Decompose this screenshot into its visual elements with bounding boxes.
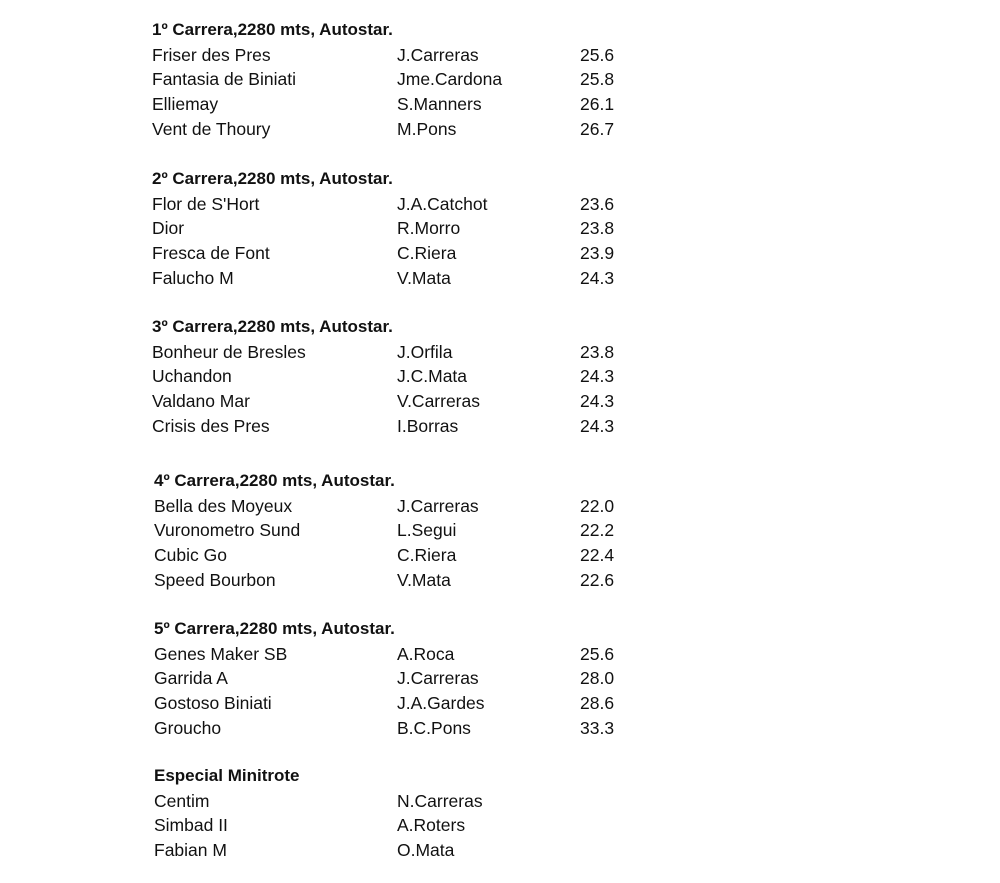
race-title: 3º Carrera,2280 mts, Autostar. bbox=[152, 317, 393, 336]
race-time: 26.1 bbox=[580, 94, 615, 115]
race-time: 22.4 bbox=[580, 545, 615, 566]
race-time: 23.9 bbox=[580, 243, 615, 264]
race-time: 24.3 bbox=[580, 366, 615, 387]
horse-name: Bella des Moyeux bbox=[154, 495, 293, 516]
race-title: 5º Carrera,2280 mts, Autostar. bbox=[154, 619, 395, 638]
horse-name: Vent de Thoury bbox=[152, 118, 271, 139]
race-time: 23.6 bbox=[580, 193, 615, 214]
race-entry-row bbox=[152, 266, 712, 291]
driver-name: V.Mata bbox=[397, 569, 451, 590]
race-entry-row bbox=[154, 666, 714, 691]
driver-name: J.C.Mata bbox=[397, 366, 468, 387]
horse-name: Friser des Pres bbox=[152, 44, 271, 65]
driver-name: R.Morro bbox=[397, 218, 461, 239]
driver-name: I.Borras bbox=[397, 415, 459, 436]
race-time: 25.6 bbox=[580, 643, 615, 664]
race-entry-row bbox=[152, 117, 712, 142]
horse-name: Fresca de Font bbox=[152, 243, 270, 264]
driver-name: Jme.Cardona bbox=[397, 69, 503, 90]
race-entry-row bbox=[154, 691, 714, 716]
driver-name: J.Orfila bbox=[397, 341, 453, 362]
race-entry-row bbox=[154, 838, 714, 863]
race-section-3 bbox=[152, 315, 712, 438]
race-time: 22.0 bbox=[580, 495, 615, 516]
horse-name: Centim bbox=[154, 790, 210, 811]
race-title: Especial Minitrote bbox=[154, 766, 300, 785]
horse-name: Flor de S'Hort bbox=[152, 193, 260, 214]
race-time: 28.0 bbox=[580, 668, 615, 689]
horse-name: Falucho M bbox=[152, 267, 234, 288]
driver-name: O.Mata bbox=[397, 840, 455, 861]
race-entry-row bbox=[152, 340, 712, 365]
race-entry-row bbox=[152, 389, 712, 414]
horse-name: Crisis des Pres bbox=[152, 415, 270, 436]
race-entry-row bbox=[152, 43, 712, 68]
race-time: 26.7 bbox=[580, 118, 615, 139]
driver-name: C.Riera bbox=[397, 243, 457, 264]
race-time: 25.8 bbox=[580, 69, 615, 90]
race-entry-row bbox=[152, 192, 712, 217]
driver-name: A.Roters bbox=[397, 815, 466, 836]
driver-name: V.Carreras bbox=[397, 391, 480, 412]
race-time: 24.3 bbox=[580, 391, 615, 412]
horse-name: Dior bbox=[152, 218, 185, 239]
driver-name: C.Riera bbox=[397, 545, 457, 566]
race-section-2 bbox=[152, 167, 712, 290]
driver-name: B.C.Pons bbox=[397, 717, 471, 738]
driver-name: S.Manners bbox=[397, 94, 482, 115]
race-time: 22.6 bbox=[580, 569, 615, 590]
horse-name: Elliemay bbox=[152, 94, 219, 115]
race-time: 22.2 bbox=[580, 520, 615, 541]
race-time: 23.8 bbox=[580, 218, 615, 239]
horse-name: Fabian M bbox=[154, 840, 227, 861]
race-section-4 bbox=[154, 469, 714, 592]
driver-name: J.A.Gardes bbox=[397, 693, 485, 714]
race-time: 23.8 bbox=[580, 341, 615, 362]
horse-name: Bonheur de Bresles bbox=[152, 341, 306, 362]
race-entry-row bbox=[154, 813, 714, 838]
race-section-1 bbox=[152, 18, 712, 141]
horse-name: Speed Bourbon bbox=[154, 569, 276, 590]
race-time: 24.3 bbox=[580, 415, 615, 436]
driver-name: J.Carreras bbox=[397, 44, 479, 65]
driver-name: J.Carreras bbox=[397, 495, 479, 516]
race-time: 33.3 bbox=[580, 717, 615, 738]
driver-name: N.Carreras bbox=[397, 790, 483, 811]
race-time: 28.6 bbox=[580, 693, 615, 714]
race-entry-row bbox=[152, 414, 712, 439]
race-entry-row bbox=[154, 568, 714, 593]
race-time: 24.3 bbox=[580, 267, 615, 288]
horse-name: Valdano Mar bbox=[152, 391, 250, 412]
race-entry-row bbox=[152, 92, 712, 117]
race-entry-row bbox=[152, 364, 712, 389]
driver-name: V.Mata bbox=[397, 267, 451, 288]
driver-name: L.Segui bbox=[397, 520, 457, 541]
horse-name: Uchandon bbox=[152, 366, 232, 387]
race-entry-row bbox=[154, 789, 714, 814]
race-title: 1º Carrera,2280 mts, Autostar. bbox=[152, 20, 393, 39]
race-entry-row bbox=[154, 716, 714, 741]
horse-name: Cubic Go bbox=[154, 545, 227, 566]
race-entry-row bbox=[152, 216, 712, 241]
race-entry-row bbox=[154, 543, 714, 568]
horse-name: Simbad II bbox=[154, 815, 228, 836]
driver-name: M.Pons bbox=[397, 118, 457, 139]
race-entry-row bbox=[154, 642, 714, 667]
horse-name: Groucho bbox=[154, 717, 222, 738]
race-time: 25.6 bbox=[580, 44, 615, 65]
race-title: 4º Carrera,2280 mts, Autostar. bbox=[154, 471, 395, 490]
horse-name: Garrida A bbox=[154, 668, 228, 689]
race-section-5 bbox=[154, 617, 714, 740]
horse-name: Genes Maker SB bbox=[154, 643, 288, 664]
race-entry-row bbox=[154, 518, 714, 543]
race-title: 2º Carrera,2280 mts, Autostar. bbox=[152, 169, 393, 188]
horse-name: Fantasia de Biniati bbox=[152, 69, 296, 90]
race-section-special bbox=[154, 764, 714, 863]
driver-name: J.A.Catchot bbox=[397, 193, 488, 214]
horse-name: Gostoso Biniati bbox=[154, 693, 272, 714]
driver-name: A.Roca bbox=[397, 643, 455, 664]
driver-name: J.Carreras bbox=[397, 668, 479, 689]
race-entry-row bbox=[154, 494, 714, 519]
race-entry-row bbox=[152, 241, 712, 266]
race-entry-row bbox=[152, 67, 712, 92]
horse-name: Vuronometro Sund bbox=[154, 520, 301, 541]
